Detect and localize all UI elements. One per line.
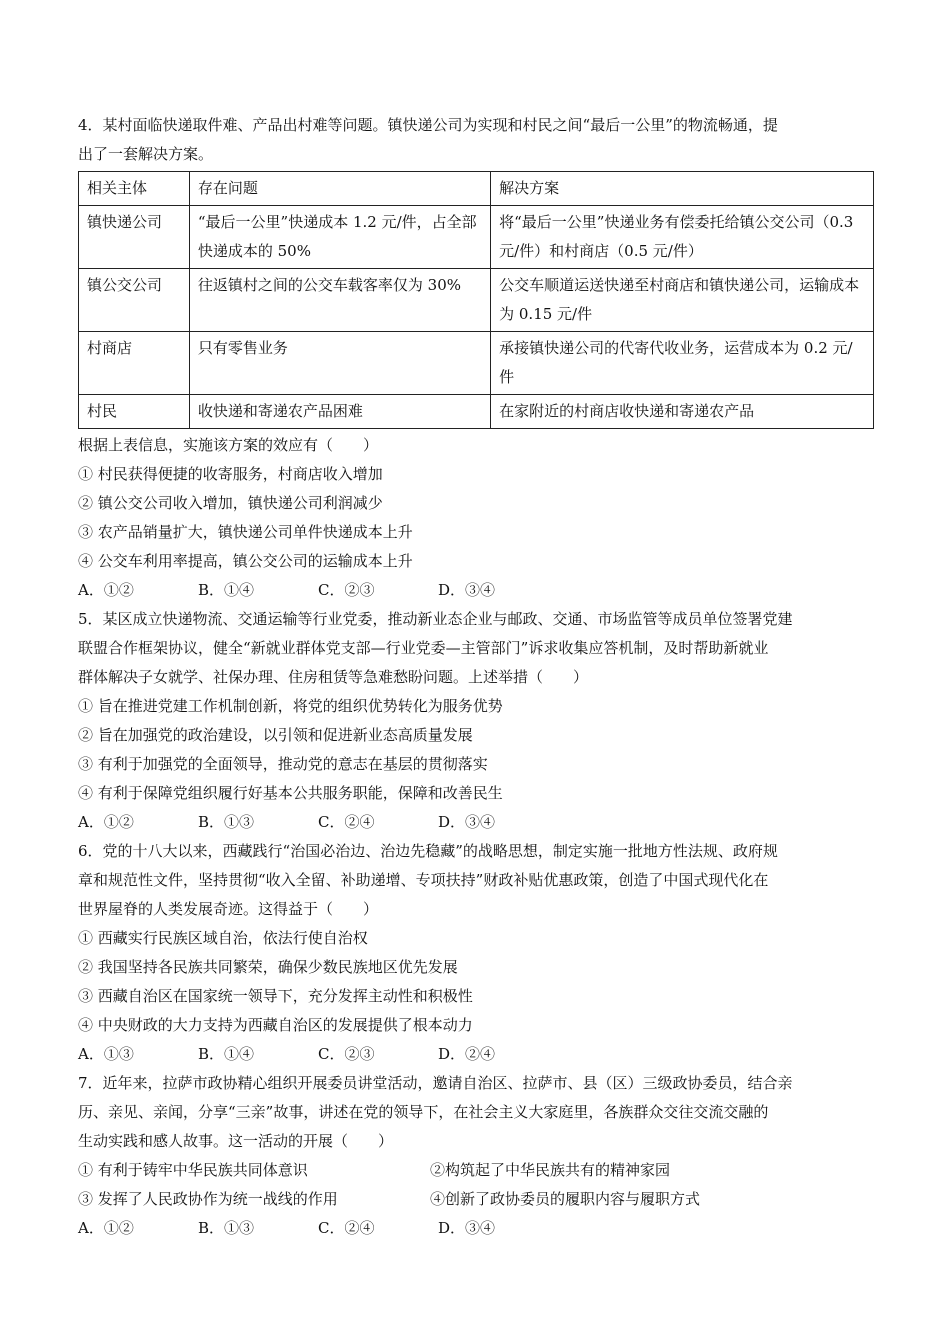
table-cell: 村民 bbox=[79, 395, 190, 429]
table-cell: 在家附近的村商店收快递和寄递农产品 bbox=[491, 395, 874, 429]
q6-item-3: ③ 西藏自治区在国家统一领导下，充分发挥主动性和积极性 bbox=[78, 987, 473, 1005]
option-d: D．③④ bbox=[438, 813, 496, 831]
table-header-cell: 解决方案 bbox=[491, 172, 874, 206]
table-row bbox=[79, 332, 874, 395]
table-cell: 镇公交公司 bbox=[79, 269, 190, 332]
table-header-row bbox=[79, 172, 874, 206]
q5-stem-line-3: 群体解决子女就学、社保办理、住房租赁等急难愁盼问题。上述举措（ ） bbox=[78, 668, 589, 686]
q4-question: 根据上表信息，实施该方案的效应有（ ） bbox=[78, 436, 379, 454]
option-b: B．①④ bbox=[198, 581, 255, 599]
table-cell: “最后一公里”快递成本 1.2 元/件，占全部快递成本的 50% bbox=[189, 206, 490, 269]
option-a: A．①③ bbox=[78, 1045, 134, 1063]
q6-stem-line-1: 6．党的十八大以来，西藏践行“治国必治边、治边先稳藏”的战略思想，制定实施一批地方性法规、政府规 bbox=[78, 842, 778, 860]
table-cell: 镇快递公司 bbox=[79, 206, 190, 269]
option-a: A．①② bbox=[78, 1219, 134, 1237]
table-cell: 将“最后一公里”快递业务有偿委托给镇公交公司（0.3 元/件）和村商店（0.5 元/件） bbox=[491, 206, 874, 269]
option-b: B．①③ bbox=[198, 813, 255, 831]
question-5 bbox=[78, 605, 874, 837]
q7-item-1: ① 有利于铸牢中华民族共同体意识 bbox=[78, 1161, 308, 1179]
q5-item-1: ① 旨在推进党建工作机制创新，将党的组织优势转化为服务优势 bbox=[78, 697, 503, 715]
question-7 bbox=[78, 1069, 874, 1243]
question-6 bbox=[78, 837, 874, 1069]
table-row bbox=[79, 269, 874, 332]
option-d: D．②④ bbox=[438, 1045, 496, 1063]
q4-item-2: ② 镇公交公司收入增加，镇快递公司利润减少 bbox=[78, 494, 383, 512]
table-cell: 公交车顺道运送快递至村商店和镇快递公司，运输成本为 0.15 元/件 bbox=[491, 269, 874, 332]
q5-stem-line-2: 联盟合作框架协议，健全“新就业群体党支部—行业党委—主管部门”诉求收集应答机制，及时帮助新就业 bbox=[78, 639, 769, 657]
option-c: C．②④ bbox=[318, 813, 375, 831]
q7-items-row-2 bbox=[78, 1185, 874, 1214]
page-content bbox=[78, 111, 874, 1243]
q6-stem-line-3: 世界屋脊的人类发展奇迹。这得益于（ ） bbox=[78, 900, 379, 918]
q5-item-2: ② 旨在加强党的政治建设，以引领和促进新业态高质量发展 bbox=[78, 726, 473, 744]
q4-item-3: ③ 农产品销量扩大，镇快递公司单件快递成本上升 bbox=[78, 523, 413, 541]
table-cell: 只有零售业务 bbox=[189, 332, 490, 395]
table-cell: 往返镇村之间的公交车载客率仅为 30% bbox=[189, 269, 490, 332]
q7-options bbox=[78, 1214, 874, 1243]
table-row bbox=[79, 206, 874, 269]
table-row bbox=[79, 395, 874, 429]
option-d: D．③④ bbox=[438, 1219, 496, 1237]
q7-items-row-1 bbox=[78, 1156, 874, 1185]
option-b: B．①③ bbox=[198, 1219, 255, 1237]
option-a: A．①② bbox=[78, 813, 134, 831]
q6-stem-line-2: 章和规范性文件，坚持贯彻“收入全留、补助递增、专项扶持”财政补贴优惠政策，创造了中国式现代化在 bbox=[78, 871, 769, 889]
q7-stem-line-1: 7．近年来，拉萨市政协精心组织开展委员讲堂活动，邀请自治区、拉萨市、县（区）三级政协委员，结合亲 bbox=[78, 1074, 793, 1092]
table-cell: 收快递和寄递农产品困难 bbox=[189, 395, 490, 429]
option-c: C．②③ bbox=[318, 1045, 375, 1063]
option-d: D．③④ bbox=[438, 581, 496, 599]
q5-options bbox=[78, 808, 874, 837]
q6-item-4: ④ 中央财政的大力支持为西藏自治区的发展提供了根本动力 bbox=[78, 1016, 473, 1034]
q6-item-2: ② 我国坚持各民族共同繁荣，确保少数民族地区优先发展 bbox=[78, 958, 458, 976]
q7-stem-line-3: 生动实践和感人故事。这一活动的开展（ ） bbox=[78, 1132, 394, 1150]
q5-item-3: ③ 有利于加强党的全面领导，推动党的意志在基层的贯彻落实 bbox=[78, 755, 488, 773]
q5-item-4: ④ 有利于保障党组织履行好基本公共服务职能，保障和改善民生 bbox=[78, 784, 503, 802]
table-header-cell: 相关主体 bbox=[79, 172, 190, 206]
option-c: C．②③ bbox=[318, 581, 375, 599]
q7-item-3: ③ 发挥了人民政协作为统一战线的作用 bbox=[78, 1190, 338, 1208]
q5-stem-line-1: 5．某区成立快递物流、交通运输等行业党委，推动新业态企业与邮政、交通、市场监管等成员单位签署党建 bbox=[78, 610, 793, 628]
q7-stem-line-2: 历、亲见、亲闻，分享“三亲”故事，讲述在党的领导下，在社会主义大家庭里，各族群众交往交流交融的 bbox=[78, 1103, 769, 1121]
option-c: C．②④ bbox=[318, 1219, 375, 1237]
q4-item-1: ① 村民获得便捷的收寄服务，村商店收入增加 bbox=[78, 465, 383, 483]
q4-item-4: ④ 公交车利用率提高，镇公交公司的运输成本上升 bbox=[78, 552, 413, 570]
q7-item-4: ④创新了政协委员的履职内容与履职方式 bbox=[430, 1190, 701, 1208]
q4-stem-line-1: 4．某村面临快递取件难、产品出村难等问题。镇快递公司为实现和村民之间“最后一公里”的物流畅通，提 bbox=[78, 116, 778, 134]
option-b: B．①④ bbox=[198, 1045, 255, 1063]
question-4 bbox=[78, 111, 874, 605]
table-cell: 承接镇快递公司的代寄代收业务，运营成本为 0.2 元/件 bbox=[491, 332, 874, 395]
q4-options bbox=[78, 576, 874, 605]
q7-item-2: ②构筑起了中华民族共有的精神家园 bbox=[430, 1161, 671, 1179]
q4-stem-line-2: 出了一套解决方案。 bbox=[78, 145, 214, 163]
table-header-cell: 存在问题 bbox=[189, 172, 490, 206]
q6-item-1: ① 西藏实行民族区域自治，依法行使自治权 bbox=[78, 929, 368, 947]
q6-options bbox=[78, 1040, 874, 1069]
option-a: A．①② bbox=[78, 581, 134, 599]
table-cell: 村商店 bbox=[79, 332, 190, 395]
q4-table bbox=[78, 171, 874, 429]
